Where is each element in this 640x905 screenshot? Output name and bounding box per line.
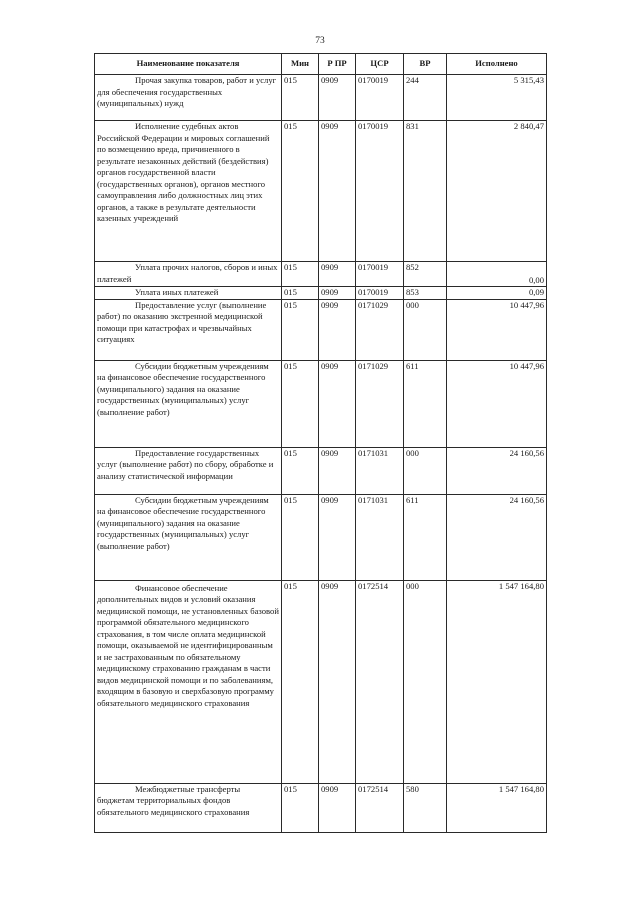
row-csr: 0170019: [356, 287, 404, 300]
row-name: Субсидии бюджетным учреждениям на финансовое обеспечение государственного (муниципального) задания на оказание государственных (муниципальных) услуг (выполнение работ): [95, 494, 282, 580]
table-row: [95, 287, 547, 300]
page-number: 73: [315, 36, 325, 46]
row-vr: 611: [404, 494, 447, 580]
row-rpr: 0909: [319, 287, 356, 300]
row-min: 015: [282, 262, 319, 287]
row-min: 015: [282, 299, 319, 360]
table-row: [95, 299, 547, 360]
row-rpr: 0909: [319, 783, 356, 832]
header-csr: ЦСР: [356, 54, 404, 75]
row-csr: 0172514: [356, 580, 404, 783]
header-min: Мин: [282, 54, 319, 75]
row-amount: 0,09: [447, 287, 547, 300]
row-vr: 000: [404, 299, 447, 360]
table-row: [95, 75, 547, 121]
table-row: [95, 494, 547, 580]
row-name: Прочая закупка товаров, работ и услуг для обеспечения государственных (муниципальных) нужд: [95, 75, 282, 121]
row-name: Межбюджетные трансферты бюджетам территориальных фондов обязательного медицинского страхования: [95, 783, 282, 832]
budget-execution-table: [94, 53, 547, 833]
row-vr: 852: [404, 262, 447, 287]
row-rpr: 0909: [319, 75, 356, 121]
row-min: 015: [282, 783, 319, 832]
row-vr: 580: [404, 783, 447, 832]
header-name: Наименование показателя: [95, 54, 282, 75]
row-vr: 831: [404, 121, 447, 262]
row-name: Уплата прочих налогов, сборов и иных платежей: [95, 262, 282, 287]
row-amount: 10 447,96: [447, 360, 547, 447]
row-amount: 0,00: [447, 262, 547, 287]
row-min: 015: [282, 580, 319, 783]
row-csr: 0170019: [356, 262, 404, 287]
row-rpr: 0909: [319, 262, 356, 287]
table-row: [95, 121, 547, 262]
row-min: 015: [282, 121, 319, 262]
row-rpr: 0909: [319, 494, 356, 580]
row-csr: 0171031: [356, 494, 404, 580]
row-amount: 24 160,56: [447, 447, 547, 494]
table-row: [95, 262, 547, 287]
row-vr: 611: [404, 360, 447, 447]
row-csr: 0171031: [356, 447, 404, 494]
row-vr: 244: [404, 75, 447, 121]
row-amount: 1 547 164,80: [447, 580, 547, 783]
row-vr: 000: [404, 580, 447, 783]
row-amount: 5 315,43: [447, 75, 547, 121]
table-row: [95, 783, 547, 832]
row-csr: 0171029: [356, 299, 404, 360]
row-name: Финансовое обеспечение дополнительных видов и условий оказания медицинской помощи, не установленных базовой программой обязательного медицинского страхования, в том числе оплата медицинской помощи, оказываемой не идентифицированным и не застрахованным по обязательному медицинскому страхованию гражданам в части видов медицинской помощи и по заболеваниям, входящим в базовую и сверхбазовую программу обязательного медицинского страхования: [95, 580, 282, 783]
row-name: Уплата иных платежей: [95, 287, 282, 300]
row-amount: 2 840,47: [447, 121, 547, 262]
row-min: 015: [282, 447, 319, 494]
row-csr: 0171029: [356, 360, 404, 447]
row-amount: 24 160,56: [447, 494, 547, 580]
row-min: 015: [282, 287, 319, 300]
row-amount: 1 547 164,80: [447, 783, 547, 832]
table-row: [95, 580, 547, 783]
row-csr: 0170019: [356, 75, 404, 121]
row-min: 015: [282, 360, 319, 447]
table-row: [95, 360, 547, 447]
row-rpr: 0909: [319, 447, 356, 494]
row-name: Предоставление государственных услуг (выполнение работ) по сбору, обработке и анализу статистической информации: [95, 447, 282, 494]
row-vr: 000: [404, 447, 447, 494]
row-csr: 0172514: [356, 783, 404, 832]
header-vr: ВР: [404, 54, 447, 75]
row-name: Исполнение судебных актов Российской Федерации и мировых соглашений по возмещению вреда, причиненного в результате незаконных действий (бездействия) органов государственной власти (государственных органов), органов местного самоуправления либо должностных лиц этих органов, а также в результате деятельности казенных учреждений: [95, 121, 282, 262]
table-row: [95, 447, 547, 494]
row-vr: 853: [404, 287, 447, 300]
row-amount: 10 447,96: [447, 299, 547, 360]
row-rpr: 0909: [319, 580, 356, 783]
header-amount: Исполнено: [447, 54, 547, 75]
row-rpr: 0909: [319, 360, 356, 447]
row-min: 015: [282, 75, 319, 121]
row-csr: 0170019: [356, 121, 404, 262]
row-rpr: 0909: [319, 121, 356, 262]
row-name: Предоставление услуг (выполнение работ) по оказанию экстренной медицинской помощи при катастрофах и чрезвычайных ситуациях: [95, 299, 282, 360]
header-rpr: Р ПР: [319, 54, 356, 75]
row-min: 015: [282, 494, 319, 580]
row-rpr: 0909: [319, 299, 356, 360]
table-header-row: [95, 54, 547, 75]
row-name: Субсидии бюджетным учреждениям на финансовое обеспечение государственного (муниципального) задания на оказание государственных (муниципальных) услуг (выполнение работ): [95, 360, 282, 447]
